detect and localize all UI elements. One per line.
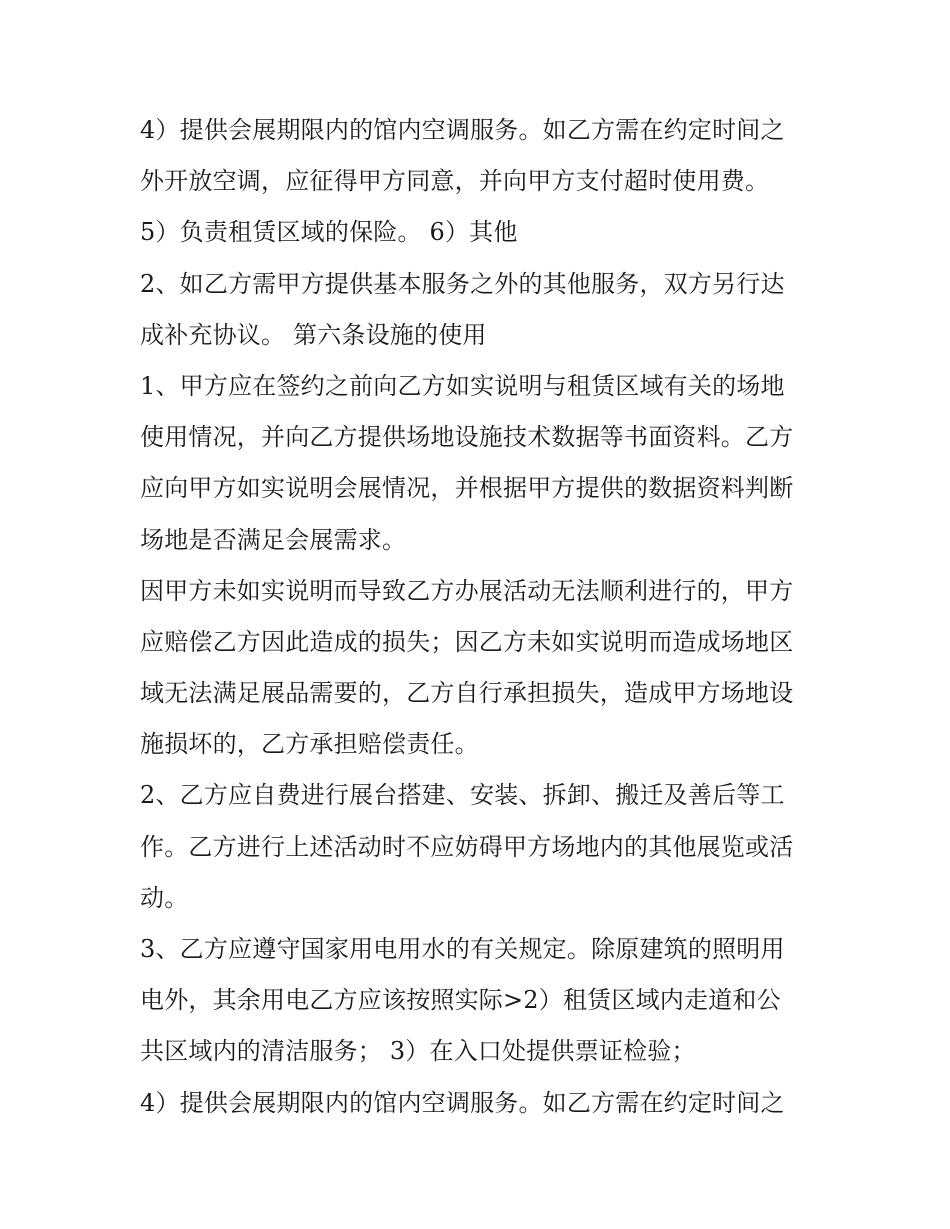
document-body [140, 105, 820, 1129]
text-line: 2、乙方应自费进行展台搭建、安装、拆卸、搬迁及善后等工 [140, 781, 785, 810]
text-line: 域无法满足展品需要的，乙方自行承担损失，造成甲方场地设 [140, 679, 794, 708]
text-line: 作。乙方进行上述活动时不应妨碍甲方场地内的其他展览或活 [140, 832, 794, 861]
text-line: 4）提供会展期限内的馆内空调服务。如乙方需在约定时间之 [140, 1088, 785, 1117]
text-line: 共区域内的清洁服务； 3）在入口处提供票证检验； [140, 1037, 696, 1066]
text-line: 2、如乙方需甲方提供基本服务之外的其他服务，双方另行达 [140, 269, 785, 298]
text-line: 因甲方未如实说明而导致乙方办展活动无法顺利进行的，甲方 [140, 576, 794, 605]
text-line: 场地是否满足会展需求。 [140, 525, 407, 554]
text-line: 施损坏的，乙方承担赔偿责任。 [140, 730, 479, 759]
text-line: 使用情况，并向乙方提供场地设施技术数据等书面资料。乙方 [140, 423, 794, 452]
text-line: 应赔偿乙方因此造成的损失；因乙方未如实说明而造成场地区 [140, 627, 794, 656]
text-line: 5）负责租赁区域的保险。 6）其他 [140, 218, 518, 247]
text-line: 电外，其余用电乙方应该按照实际>2）租赁区域内走道和公 [140, 986, 781, 1015]
text-line: 1、甲方应在签约之前向乙方如实说明与租赁区域有关的场地 [140, 371, 785, 400]
text-line: 应向甲方如实说明会展情况，并根据甲方提供的数据资料判断 [140, 474, 794, 503]
text-line: 4）提供会展期限内的馆内空调服务。如乙方需在约定时间之 [140, 116, 785, 144]
text-line: 外开放空调，应征得甲方同意，并向甲方支付超时使用费。 [140, 167, 770, 196]
text-line: 成补充协议。 第六条设施的使用 [140, 320, 487, 349]
text-line: 3、乙方应遵守国家用电用水的有关规定。除原建筑的照明用 [140, 935, 785, 963]
text-line: 动。 [140, 883, 189, 912]
